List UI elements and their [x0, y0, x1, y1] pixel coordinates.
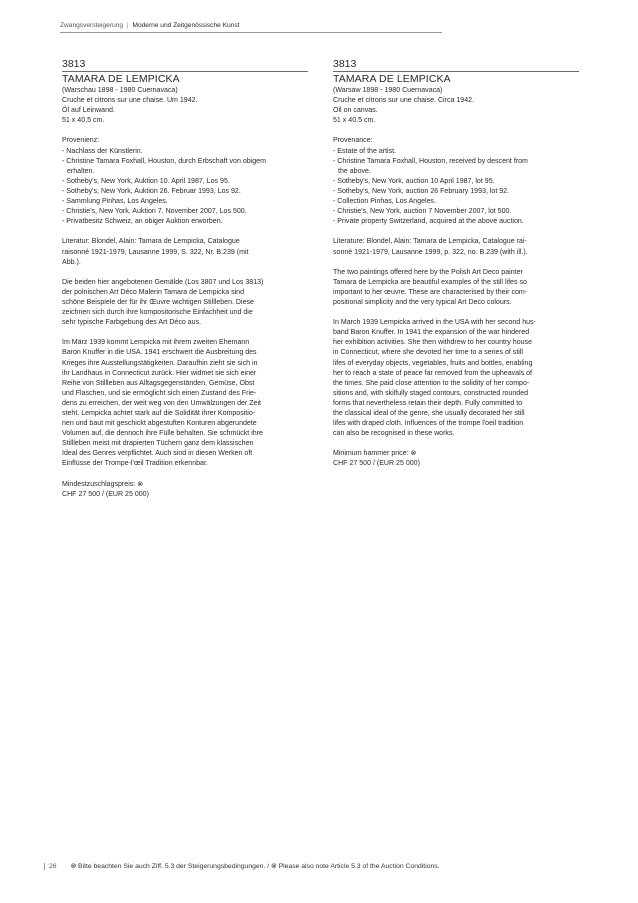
- paragraph-line: Die beiden hier angebotenen Gemälde (Los 3807 und Los 3813): [62, 278, 264, 286]
- paragraph-line: lifes with draped cloth. Influences of the trompe l'oeil tradition: [333, 420, 524, 428]
- paragraph-line: nen und baut mit geschickt abgestuften Konturen abgerundete: [62, 420, 257, 428]
- paragraph-line: Volumen auf, die dennoch ihre Fülle behalten. Sie schmückt ihre: [62, 430, 263, 438]
- price-value: CHF 27 500 / (EUR 25 000): [333, 460, 420, 468]
- history-paragraph: [333, 318, 579, 439]
- paragraph-line: in Connecticut, where she devoted her time to a series of still: [333, 349, 523, 357]
- paragraph-line: lifes of everyday objects, vegetables, fruits and bottles, enabling: [333, 359, 533, 367]
- paragraph-line: Baron Knuffer in die USA. 1941 erschwert die Ausbreitung des: [62, 349, 257, 357]
- provenance-block: [62, 136, 308, 227]
- paragraph-line: Stillleben meist mit drapierten Tüchern ganz dem klassischen: [62, 440, 254, 448]
- price-value: CHF 27 500 / (EUR 25 000): [62, 490, 149, 498]
- provenance-line: - Estate of the artist.: [333, 147, 397, 155]
- german-column: [62, 58, 308, 500]
- paragraph-line: Krieges ihre Ausstellungstätigkeiten. Daraufhin zieht sie sich in: [62, 359, 258, 367]
- provenance-line: - Christine Tamara Foxhall, Houston, durch Erbschaft von obigem: [62, 157, 266, 165]
- lot-number: 3813: [333, 58, 579, 72]
- paragraph-line: the times. She paid close attention to the solidity of her compo-: [333, 379, 530, 387]
- artwork-medium: Öl auf Leinwand.: [62, 107, 115, 115]
- provenance-heading: Provenienz:: [62, 137, 100, 145]
- page-footer: [44, 862, 440, 870]
- paragraph-line: Im März 1939 kommt Lempicka mit ihrem zweiten Ehemann: [62, 339, 250, 347]
- description-paragraph: [62, 278, 308, 328]
- lot-number: 3813: [62, 58, 308, 72]
- page-number: 26: [44, 863, 57, 870]
- paragraph-line: steht. Lempicka achtet stark auf die Solidität ihrer Kompositio-: [62, 410, 256, 417]
- artwork-details: [333, 86, 579, 126]
- provenance-line: - Nachlass der Künstlerin.: [62, 147, 143, 155]
- header-separator: |: [126, 22, 129, 29]
- header-section: Zwangsversteigerung: [60, 22, 124, 29]
- literature-line: Literatur: Blondel, Alain: Tamara de Lempicka, Catalogue: [62, 238, 240, 246]
- paragraph-line: positional simplicity and the very typical Art Deco colours.: [333, 298, 512, 306]
- price-block: [333, 449, 579, 469]
- provenance-line: - Sotheby's, New York, auction 26 February 1993, lot 92.: [333, 187, 510, 195]
- header-title: Moderne und Zeitgenössische Kunst: [132, 22, 240, 29]
- provenance-line: - Sotheby's, New York, Auktion 26. Februar 1993, Los 92.: [62, 187, 241, 195]
- paragraph-line: band Baron Knuffer. In 1941 the expansion of the war hindered: [333, 329, 530, 337]
- artist-dates: (Warschau 1898 - 1980 Cuernavaca): [62, 87, 178, 94]
- price-block: [62, 480, 308, 500]
- price-label: Mindestzuschlagspreis: ⊗: [62, 480, 144, 488]
- provenance-line: - Sammlung Pinhas, Los Angeles.: [62, 198, 168, 206]
- artist-dates: (Warsaw 1898 - 1980 Cuernavaca): [333, 87, 443, 94]
- provenance-line: - Sotheby's, New York, auction 10 April 1987, lot 95.: [333, 177, 495, 185]
- provenance-line: - Privatbesitz Schweiz, an obiger Auktion erworben.: [62, 218, 223, 226]
- description-paragraph: [333, 268, 579, 308]
- english-column: [333, 58, 579, 470]
- literature-line: Abb.).: [62, 258, 81, 266]
- paragraph-line: In March 1939 Lempicka arrived in the USA with her second hus-: [333, 319, 536, 327]
- paragraph-line: her exhibition activities. She then withdrew to her country house: [333, 339, 532, 347]
- paragraph-line: sehr typische Farbgebung des Art Déco aus.: [62, 319, 202, 327]
- paragraph-line: dens zu erreichen, der weit weg von den Umwälzungen der Zeit: [62, 399, 261, 407]
- paragraph-line: forms that nevertheless retain their depth. Fully committed to: [333, 399, 523, 407]
- literature-line: raisonné 1921-1979, Lausanne 1999, S. 322, Nr. B.239 (mit: [62, 248, 249, 256]
- provenance-line: - Private property Switzerland, acquired at the above auction.: [333, 218, 524, 226]
- paragraph-line: Reihe von Stillleben aus Alltagsgegenständen, Gemüse, Obst: [62, 379, 255, 387]
- paragraph-line: sitions and, with skilfully staged contours, constructed rounded: [333, 389, 529, 397]
- paragraph-line: The two paintings offered here by the Polish Art Deco painter: [333, 268, 523, 276]
- provenance-line: - Christie's, New York, auction 7 November 2007, lot 500.: [333, 208, 512, 216]
- provenance-block: [333, 136, 579, 227]
- paragraph-line: und Flaschen, und sie ermöglicht sich einen Zustand des Frie-: [62, 389, 257, 397]
- provenance-line: the above.: [338, 167, 371, 175]
- artwork-details: [62, 86, 308, 126]
- artwork-dimensions: 51 x 40.5 cm.: [333, 117, 376, 125]
- provenance-line: - Collection Pinhas, Los Angeles.: [333, 198, 437, 206]
- provenance-line: - Sotheby's, New York, Auktion 10. April 1987, Los 95.: [62, 177, 230, 185]
- paragraph-line: can also be recognised in these works.: [333, 430, 455, 438]
- paragraph-line: ihr Landhaus in Connecticut zurück. Hier widmet sie sich einer: [62, 369, 257, 377]
- provenance-line: - Christine Tamara Foxhall, Houston, received by descent from: [333, 157, 528, 165]
- provenance-line: erhalten.: [67, 167, 95, 175]
- artwork-medium: Oil on canvas.: [333, 107, 378, 115]
- provenance-line: - Christie's, New York, Auktion 7. November 2007, Los 500.: [62, 208, 247, 216]
- literature-block: [333, 237, 579, 257]
- artwork-title: Cruche et citrons sur une chaise. Um 1942.: [62, 97, 198, 105]
- paragraph-line: schöne Beispiele der für ihr Œuvre wichtigen Stillleben. Diese: [62, 298, 254, 306]
- paragraph-line: the classical ideal of the genre, she usually decorated her still: [333, 410, 525, 417]
- page-header: [60, 22, 442, 33]
- literature-block: [62, 237, 308, 267]
- history-paragraph: [62, 338, 308, 469]
- provenance-heading: Provenance:: [333, 137, 373, 145]
- paragraph-line: Einflüsse der Trompe-l'œil Tradition erkennbar.: [62, 460, 208, 468]
- paragraph-line: der polnischen Art Déco Malerin Tamara de Lempicka sind: [62, 288, 245, 296]
- footnote: ⊗ Bitte beachten Sie auch Ziff. 5.3 der Steigerungsbedingungen. / ⊗ Please also note Article 5.3 of the Auction Conditions.: [70, 863, 440, 870]
- literature-line: sonné 1921-1979, Lausanne 1999, p. 322, no. B.239 (with ill.).: [333, 248, 528, 256]
- paragraph-line: Tamara de Lempicka are beautiful examples of the still lifes so: [333, 278, 527, 286]
- artist-name: TAMARA DE LEMPICKA: [62, 73, 180, 85]
- literature-line: Literature: Blondel, Alain: Tamara de Lempicka, Catalogue rai-: [333, 238, 527, 246]
- paragraph-line: important to her œuvre. These are characterised by their com-: [333, 288, 528, 296]
- paragraph-line: Ideal des Genres verpflichtet. Auch sind in diesen Werken oft: [62, 450, 253, 458]
- artwork-title: Cruche et citrons sur une chaise. Circa 1942.: [333, 97, 475, 105]
- artwork-dimensions: 51 x 40,5 cm.: [62, 117, 105, 125]
- price-label: Minimum hammer price: ⊗: [333, 450, 417, 458]
- artist-name: TAMARA DE LEMPICKA: [333, 73, 451, 85]
- paragraph-line: her to reach a state of peace far removed from the upheavals of: [333, 369, 532, 377]
- paragraph-line: zeichnen sich durch ihre kompositorische Einfachheit und die: [62, 309, 253, 317]
